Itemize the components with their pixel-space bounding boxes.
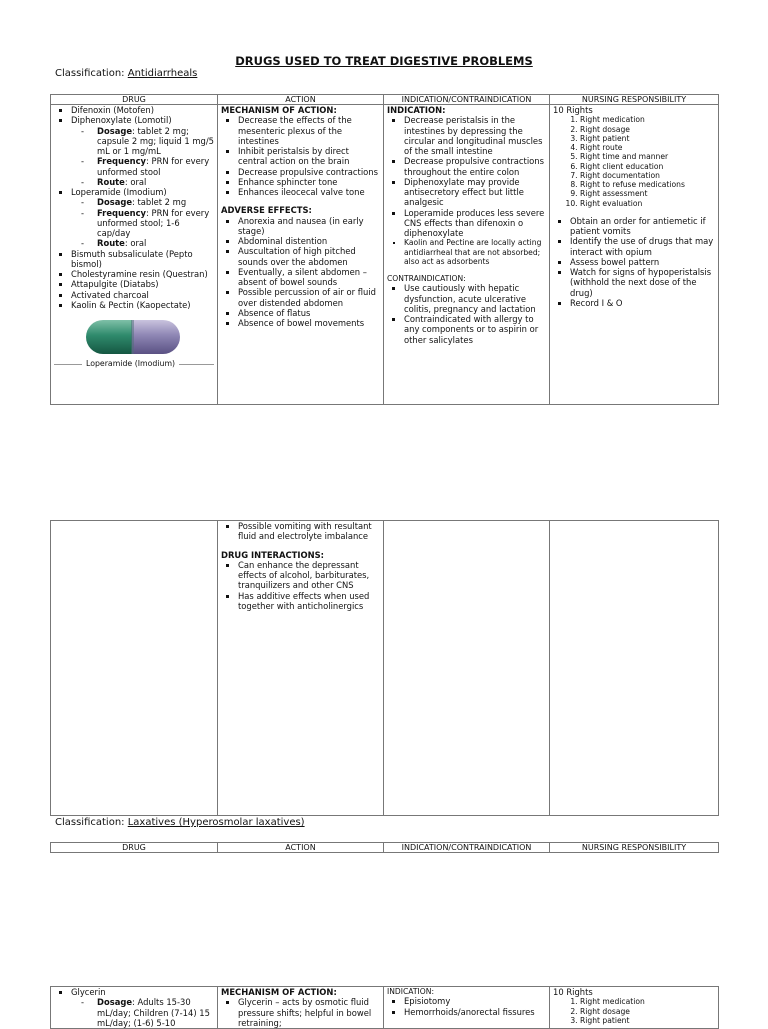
laxatives-table: [50, 986, 719, 1029]
list-item: ▪ Decrease peristalsis in the intestines by depressing the circular and longitudinal muscles of the small intestine: [404, 115, 546, 156]
interactions-heading: DRUG INTERACTIONS:: [221, 549, 324, 560]
list-item: 10. Right evaluation: [580, 199, 715, 208]
dosage-line: - Dosage: tablet 2 mg: [81, 197, 214, 207]
rights-heading: 10 Rights: [553, 105, 593, 115]
list-item: ▪ Eventually, a silent abdomen – absent of bowel sounds: [238, 267, 380, 288]
list-item: 1. Right medication: [580, 997, 715, 1006]
list-item: ▪ Bismuth subsaliculate (Pepto bismol): [71, 249, 214, 270]
list-item: ▪ Enhances ileocecal valve tone: [238, 187, 380, 197]
route-line: - Route: oral: [81, 177, 214, 187]
laxatives-header-table: [50, 842, 719, 853]
drug-cell: [51, 987, 218, 1029]
route-line: - Route: oral: [81, 238, 214, 248]
list-item: 8. Right to refuse medications: [580, 180, 715, 189]
list-item: ▪ Auscultation of high pitched sounds over the abdomen: [238, 246, 380, 267]
drug-cell: [51, 105, 218, 405]
list-item: ▪ Obtain an order for antiemetic if patient vomits: [570, 216, 715, 237]
list-item: ▪ Possible vomiting with resultant fluid and electrolyte imbalance: [238, 521, 380, 542]
adverse-heading: ADVERSE EFFECTS:: [221, 205, 312, 216]
capsule-image: [84, 318, 182, 356]
header-indication: INDICATION/CONTRAINDICATION: [384, 95, 550, 105]
list-item: ▪ Diphenoxylate may provide antisecretory effect but little analgesic: [404, 177, 546, 208]
list-item: ▪ Cholestyramine resin (Questran): [71, 269, 214, 279]
classification-name: Antidiarrheals: [127, 68, 198, 79]
action-cell: [218, 521, 384, 816]
header-drug: DRUG: [51, 95, 218, 105]
header-nursing: NURSING RESPONSIBILITY: [550, 843, 719, 853]
list-item: ▪ Decrease propulsive contractions throughout the entire colon: [404, 156, 546, 177]
list-item: ▪ Use cautiously with hepatic dysfunction, acute ulcerative colitis, pregnancy and lactation: [404, 283, 546, 314]
list-item: ▪ Attapulgite (Diatabs): [71, 279, 214, 289]
list-item: ▪ Activated charcoal: [71, 290, 214, 300]
list-item: ▪ Anorexia and nausea (in early stage): [238, 216, 380, 237]
frequency-line: - Frequency: PRN for every unformed stool: [81, 156, 214, 177]
list-item: 2. Right dosage: [580, 125, 715, 134]
image-caption: Loperamide (Imodium): [54, 359, 214, 369]
list-item: ▪ Contraindicated with allergy to any components or to aspirin or other salicylates: [404, 314, 546, 345]
header-indication: INDICATION/CONTRAINDICATION: [384, 843, 550, 853]
header-action: ACTION: [218, 95, 384, 105]
nursing-cell: [550, 105, 719, 405]
action-cell: [218, 105, 384, 405]
antidiarrheals-table: [50, 94, 719, 405]
list-item: ▪ Assess bowel pattern: [570, 257, 715, 267]
indication-heading: INDICATION:: [387, 105, 446, 115]
list-item: ▪ Can enhance the depressant effects of alcohol, barbiturates, tranquilizers and other CNS: [238, 560, 380, 591]
header-drug: DRUG: [51, 843, 218, 853]
mechanism-heading: MECHANISM OF ACTION:: [221, 987, 337, 997]
list-item: ▪ Enhance sphincter tone: [238, 177, 380, 187]
list-item: ▪ Loperamide produces less severe CNS effects than difenoxin o diphenoxylate: [404, 208, 546, 239]
header-action: ACTION: [218, 843, 384, 853]
list-item: ▪ Decrease the effects of the mesenteric plexus of the intestines: [238, 115, 380, 146]
list-item: ▪ Record I & O: [570, 298, 715, 308]
list-item: ▪ Has additive effects when used together with anticholinergics: [238, 591, 380, 612]
table-row: [51, 987, 719, 1029]
contraindication-heading: CONTRAINDICATION:: [387, 274, 466, 283]
indication-cell: [384, 105, 550, 405]
drug-cell: [51, 521, 218, 816]
antidiarrheals-continued-table: [50, 520, 719, 816]
list-item: ▪ Identify the use of drugs that may interact with opium: [570, 236, 715, 257]
list-item: 2. Right dosage: [580, 1007, 715, 1016]
list-item: 9. Right assessment: [580, 189, 715, 198]
list-item: ▪ Abdominal distention: [238, 236, 380, 246]
list-item: ▪ Glycerin - Dosage: Adults 15-30 mL/day; Children (7-14) 15 mL/day; (1-6) 5-10: [71, 987, 214, 1028]
table-header-row: [51, 95, 719, 105]
classification-name: Laxatives (Hyperosmolar laxatives): [127, 817, 305, 828]
list-item: 5. Right time and manner: [580, 152, 715, 161]
table-row: [51, 521, 719, 816]
list-item: ▪ Loperamide (Imodium) - Dosage: tablet 2 mg - Frequency: PRN for every unformed stool; 1-6 cap/day - Route: oral: [71, 187, 214, 249]
dosage-line: - Dosage: Adults 15-30 mL/day; Children (7-14) 15 mL/day; (1-6) 5-10: [81, 997, 214, 1028]
indication-cell: [384, 521, 550, 816]
classification-laxatives: Classification: Laxatives (Hyperosmolar laxatives): [55, 817, 305, 828]
list-item: ▪ Absence of bowel movements: [238, 318, 380, 328]
indication-heading: INDICATION:: [387, 987, 435, 996]
list-item: 4. Right route: [580, 143, 715, 152]
list-item: ▪ Diphenoxylate (Lomotil) - Dosage: tablet 2 mg; capsule 2 mg; liquid 1 mg/5 mL or 1 mg/mL - Frequency: PRN for every unformed stool - Route: oral: [71, 115, 214, 187]
list-item: ▪ Possible percussion of air or fluid over distended abdomen: [238, 287, 380, 308]
list-item: 7. Right documentation: [580, 171, 715, 180]
list-item: ▪ Inhibit peristalsis by direct central action on the brain: [238, 146, 380, 167]
list-item: ▪ Glycerin – acts by osmotic fluid pressure shifts; helpful in bowel retraining;: [238, 997, 380, 1028]
list-item: 3. Right patient: [580, 1016, 715, 1025]
dosage-line: - Dosage: tablet 2 mg; capsule 2 mg; liquid 1 mg/5 mL or 1 mg/mL: [81, 126, 214, 157]
list-item: ▪ Kaolin & Pectin (Kaopectate): [71, 300, 214, 310]
list-item: 3. Right patient: [580, 134, 715, 143]
list-item: 1. Right medication: [580, 115, 715, 124]
classification-antidiarrheals: Classification: Antidiarrheals: [55, 68, 198, 79]
list-item: ▪ Kaolin and Pectine are locally acting antidiarrheal that are not absorbed; also act as adsorbents: [404, 238, 546, 266]
mechanism-heading: MECHANISM OF ACTION:: [221, 105, 337, 115]
nursing-cell: [550, 521, 719, 816]
list-item: ▪ Watch for signs of hypoperistalsis (withhold the next dose of the drug): [570, 267, 715, 298]
list-item: ▪ Episiotomy: [404, 996, 546, 1006]
nursing-cell: [550, 987, 719, 1029]
header-nursing: NURSING RESPONSIBILITY: [550, 95, 719, 105]
page-title: DRUGS USED TO TREAT DIGESTIVE PROBLEMS: [235, 54, 533, 68]
table-header-row: [51, 843, 719, 853]
indication-cell: [384, 987, 550, 1029]
list-item: ▪ Absence of flatus: [238, 308, 380, 318]
list-item: ▪ Difenoxin (Motofen): [71, 105, 214, 115]
list-item: ▪ Decrease propulsive contractions: [238, 167, 380, 177]
list-item: 6. Right client education: [580, 162, 715, 171]
action-cell: [218, 987, 384, 1029]
table-row: [51, 105, 719, 405]
rights-heading: 10 Rights: [553, 987, 593, 997]
list-item: ▪ Hemorrhoids/anorectal fissures: [404, 1007, 546, 1017]
frequency-line: - Frequency: PRN for every unformed stool; 1-6 cap/day: [81, 208, 214, 239]
